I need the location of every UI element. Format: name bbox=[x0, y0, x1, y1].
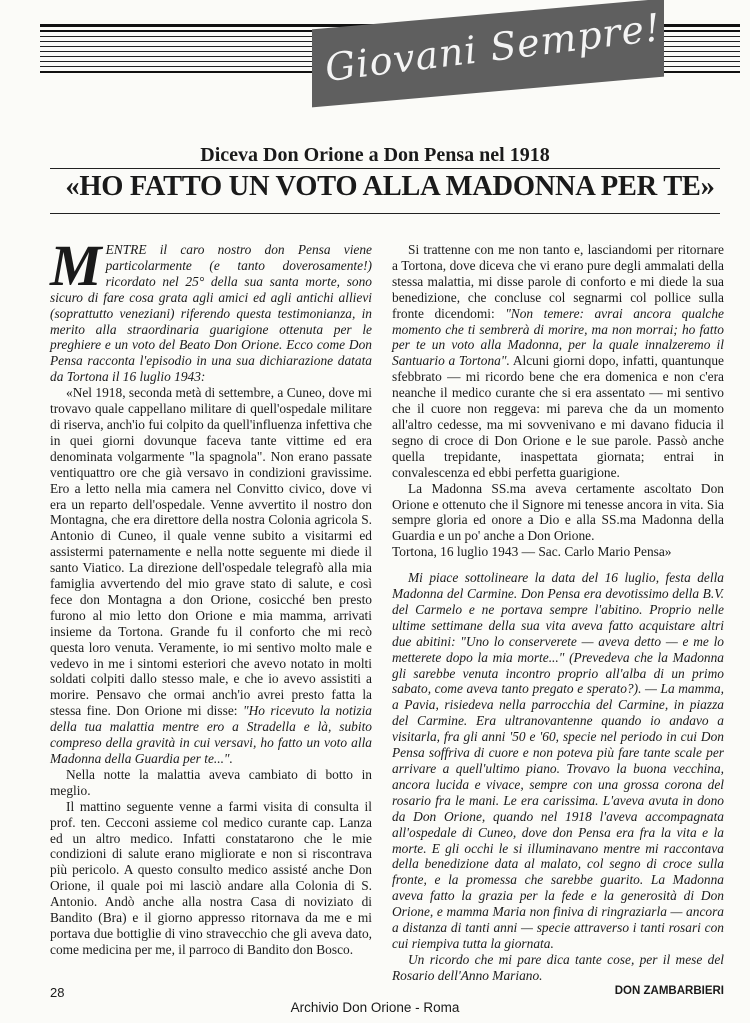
article-subtitle: Diceva Don Orione a Don Pensa nel 1918 bbox=[200, 144, 550, 166]
body-paragraph-4: Si trattenne con me non tanto e, lasciandomi per ritornare a Tortona, dove diceva che vi erano pure degli ammalati della stessa malattia, mi disse parole di conforto e mi diede la sua benedizione, che concluse col segnarmi col pollice sulla fronte dicendomi: "Non temere: avrai ancora qualche momento che ti sembrerà di morire, ma non morrai; ho fatto per te un voto alla Madonna, per la quale innalzeremo il Santuario a Tortona". Alcuni giorni dopo, infatti, quantunque sfebbrato — mi ricordo bene che era domenica e non c'era neanche il medico curante che si era assentato — mi sentivo che il cuore non reggeva: mi pareva che da un momento all'altro cedesse, ma mi sovvenivano e mi davano fiducia il segno di croce di Don Orione e le sue parole. Passò anche quella trepidante, inaspettata giornata; entrai in convalescenza ed ebbi perfetta guarigione. bbox=[392, 242, 724, 480]
article-headline: «HO FATTO UN VOTO ALLA MADONNA PER TE» bbox=[65, 171, 715, 202]
title-rule-bottom bbox=[50, 213, 720, 214]
left-column bbox=[50, 233, 373, 958]
intro-paragraph: MENTRE il caro nostro don Pensa viene particolarmente (e tanto doverosamente!) ricordato nel 25° della sua santa morte, sono sicuro di fare cosa grata agli amici ed agli antichi allievi (soprattutto veneziani) riferendo questa testimonianza, in merito alla straordinaria guarigione ottenuta per le preghiere e un voto del Beato Don Orione. Ecco come Don Pensa racconta l'episodio in una sua dichiarazione datata da Tortona il 16 luglio 1943: bbox=[50, 233, 372, 385]
banner-title: Giovani Sempre! bbox=[322, 5, 664, 91]
body-paragraph-6: Tortona, 16 luglio 1943 — Sac. Carlo Mario Pensa» bbox=[392, 544, 672, 560]
title-rule-top bbox=[50, 168, 720, 169]
body-paragraph-3: Il mattino seguente venne a farmi visita di consulta il prof. ten. Cecconi assieme col medico curante cap. Lanza ed un altro medico. Infatti constatarono che le mie condizioni di salute erano migliorate e non si riscontrava più pericolo. A questo consulto medico assisté anche Don Orione, il quale poi mi lasciò andare alla Colonia di S. Antonio. Andò anche alla nostra Casa di noviziato di Bandito (Bra) e il giorno appresso ritornava da me e mi portava due bottiglie di vino stravecchio che gli aveva dato, come medicina per me, il parroco di Bandito don Bosco. bbox=[50, 798, 372, 957]
body-paragraph-1: «Nel 1918, seconda metà di settembre, a Cuneo, dove mi trovavo quale cappellano militare di quell'ospedale militare di riserva, anch'io fui colpito da quell'influenza infettiva che in quei giorni dovunque faceva tante vittime ed era denominata volgarmente "la spagnola". Non erano passate ventiquattro ore che già versavo in condizioni gravissime. Ero a letto nella mia camera nel Convitto civico, dove vi era un reparto dell'ospedale. Venne avvertito il nostro don Montagna, che era direttore della nostra Colonia agricola S. Antonio di Cuneo, il quale venne subito a visitarmi ed assistermi paternamente e nella notte seguente mi diede il santo Viatico. La direzione dell'ospedale telegrafò alla mia famiglia avvertendo del mio grave stato di salute, e così fece don Montagna a don Orione, cosicché ben presto furono al mio letto don Orione e mia mamma, arrivati insieme da Tortona. Grande fu il conforto che mi recò questa loro venuta. Veramente, io mi sentivo molto male e vedevo in me i sintomi esteriori che avevo notato in molti soldati colpiti dallo stesso male, e che io avevo assistiti a morire. Pensavo che ormai anch'io avrei presto fatta la stessa fine. Don Orione mi disse: "Ho ricevuto la notizia della tua malattia mentre ero a Stradella e là, subito compreso della gravità in cui versavi, ho fatto un voto alla Madonna della Guardia per te...". bbox=[50, 385, 373, 766]
body-paragraph-2: Nella notte la malattia aveva cambiato di botto in meglio. bbox=[50, 766, 372, 798]
body-paragraph-5: La Madonna SS.ma aveva certamente ascoltato Don Orione e ottenuto che il Signore mi tenesse ancora in vita. Sia sempre gloria ed onore a Dio e alla SS.ma Madonna della Guardia e un po' anche a Don Orione. bbox=[392, 480, 724, 544]
drop-cap: M bbox=[50, 233, 102, 298]
author-signature: DON ZAMBARBIERI bbox=[614, 984, 724, 997]
archive-caption: Archivio Don Orione - Roma bbox=[290, 1000, 460, 1015]
comment-paragraph: Mi piace sottolineare la data del 16 luglio, festa della Madonna del Carmine. Don Pensa era devotissimo della B.V. del Carmelo e ne portava sempre l'abitino. Proprio nelle ultime settimane della sua vita aveva fatto acquistare altri due abitini: "Uno lo conserverete — aveva detto — e me lo metterete dopo la mia morte..." (Prevedeva che la Madonna gli sarebbe venuta incontro proprio all'alba di un primo sabato, come aveva tanto pregato e sperato?). — La mamma, a Pavia, risiedeva nella parrocchia del Carmine, in piazza del Carmine. Era ultranovantenne quando io andavo a visitarla, fra gli anni '50 e '60, specie nel periodo in cui Don Pensa soffriva di cuore e non poteva più fare tante scale per arrivare a quell'ultimo piano. Trovavo la buona vecchina, ancora lucida e vivace, sempre con una grossa corona del rosario fra le mani. Le era carissima. L'aveva avuta in dono da Don Orione, quando nel 1918 l'aveva accompagnata all'ospedale di Cuneo, dove don Pensa era fra la vita e la morte. E gli occhi le si illuminavano mentre mi raccontava della benedizione data al malato, col segno di croce sulla fronte, e la promessa che sarebbe guarito. La Madonna aveva fatto la grazia per la fede e la generosità di Don Orione, e mamma Maria non finiva di ringraziarla — ancora a distanza di tanti anni — specie attraverso i tanti rosari con cui riempiva tutta la giornata. bbox=[392, 570, 724, 951]
page-number: 28 bbox=[50, 985, 65, 1000]
signature-row bbox=[392, 984, 724, 1000]
right-column bbox=[392, 242, 724, 1000]
closing-row bbox=[392, 952, 724, 984]
closing-paragraph: Un ricordo che mi pare dica tante cose, per il mese del Rosario dell'Anno Mariano. bbox=[392, 951, 724, 983]
